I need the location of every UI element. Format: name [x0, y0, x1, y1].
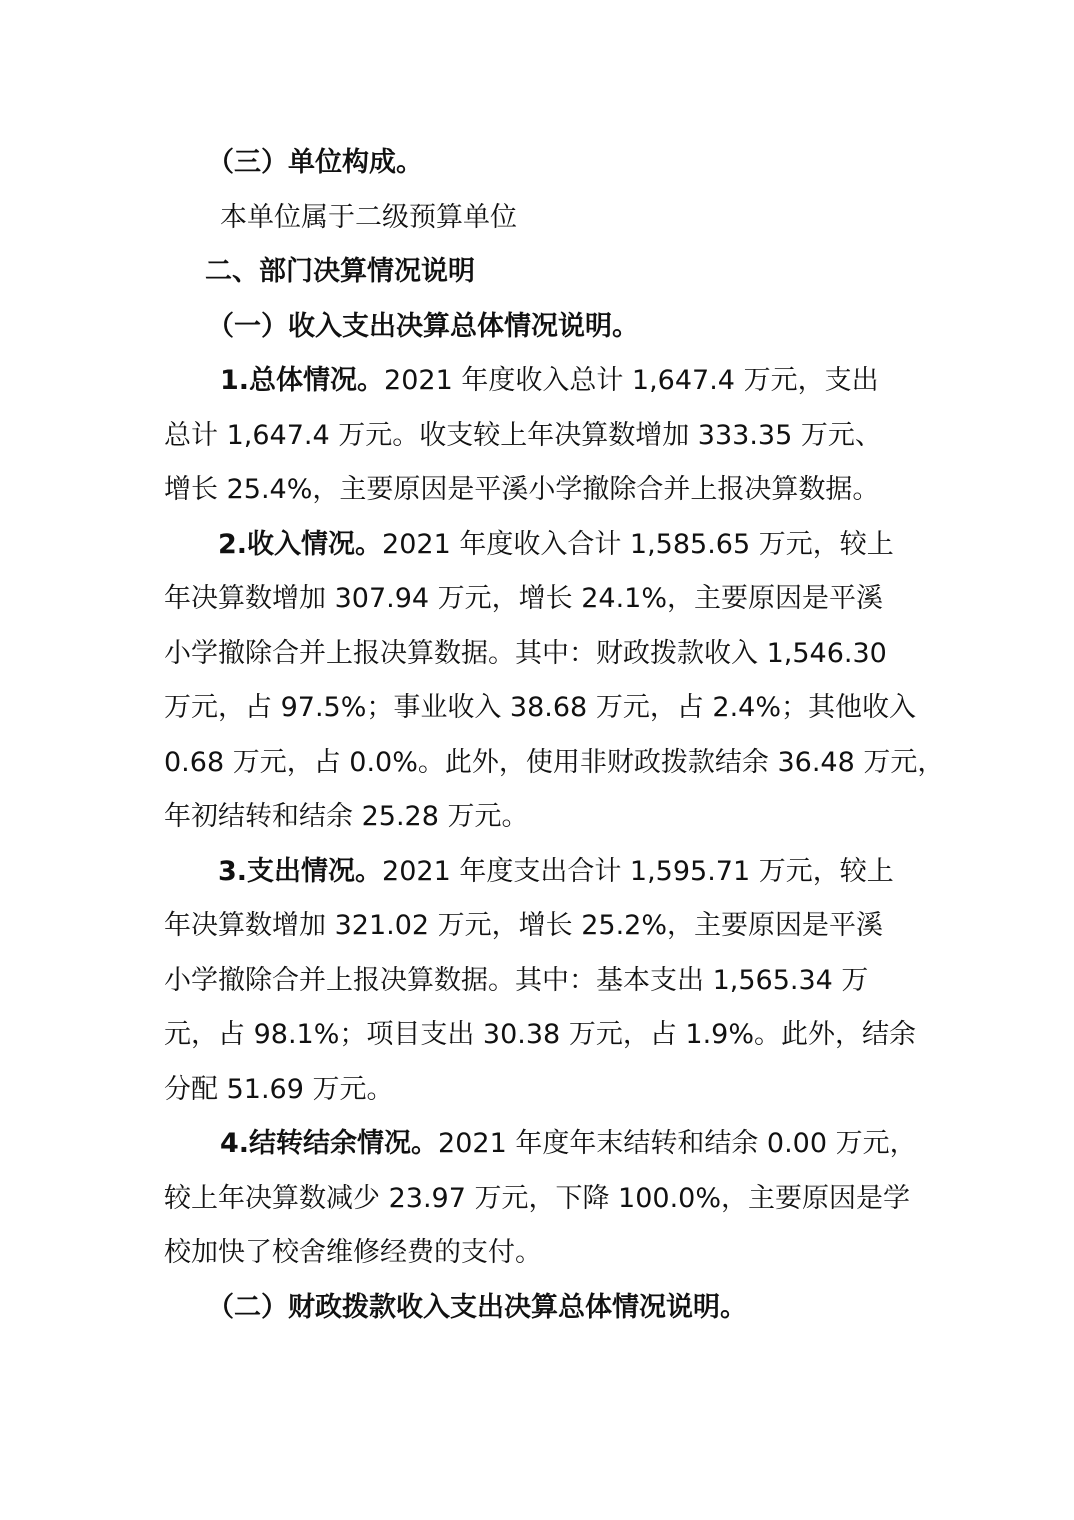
p2-line6: 年初结转和结余 25.28 万元。: [164, 801, 529, 832]
p3-line2: 年决算数增加 321.02 万元，增长 25.2%，主要原因是平溪: [164, 910, 883, 941]
section-3-body: 本单位属于二级预算单位: [220, 202, 517, 233]
p2-line4: 万元，占 97.5%；事业收入 38.68 万元，占 2.4%；其他收入: [164, 692, 916, 723]
p3-line4: 元，占 98.1%；项目支出 30.38 万元，占 1.9%。此外，结余: [164, 1019, 916, 1050]
p2-line1-text: 2021 年度收入合计 1,585.65 万元，较上: [382, 529, 894, 560]
p2-line3: 小学撤除合并上报决算数据。其中：财政拨款收入 1,546.30: [164, 638, 887, 669]
p4-lead: 4.结转结余情况。: [220, 1128, 439, 1159]
p1-line3: 增长 25.4%，主要原因是平溪小学撤除合并上报决算数据。: [164, 474, 880, 505]
p3-line5: 分配 51.69 万元。: [164, 1074, 394, 1105]
p4-line1: [220, 1124, 917, 1164]
p3-line1-text: 2021 年度支出合计 1,595.71 万元，较上: [382, 856, 894, 887]
p2-line2: 年决算数增加 307.94 万元，增长 24.1%，主要原因是平溪: [164, 583, 883, 614]
p3-line1: [218, 852, 894, 892]
p2-lead: 2.收入情况。: [218, 529, 383, 560]
section-3-heading: （三）单位构成。: [207, 147, 423, 178]
section-two-heading: 二、部门决算情况说明: [205, 256, 475, 287]
p1-line1-text: 2021 年度收入总计 1,647.4 万元，支出: [384, 365, 879, 396]
sub-one-heading: （一）收入支出决算总体情况说明。: [207, 311, 639, 342]
p1-lead: 1.总体情况。: [220, 365, 385, 396]
p4-line3: 校加快了校舍维修经费的支付。: [164, 1237, 542, 1268]
p2-line5: 0.68 万元，占 0.0%。此外，使用非财政拨款结余 36.48 万元，: [164, 747, 945, 778]
p3-line3: 小学撤除合并上报决算数据。其中：基本支出 1,565.34 万: [164, 965, 869, 996]
sub-two-heading: （二）财政拨款收入支出决算总体情况说明。: [207, 1292, 747, 1323]
p4-line1-text: 2021 年度年末结转和结余 0.00 万元，: [438, 1128, 917, 1159]
p1-line1: [220, 361, 879, 401]
p2-line1: [218, 525, 894, 565]
p4-line2: 较上年决算数减少 23.97 万元，下降 100.0%，主要原因是学: [164, 1183, 910, 1214]
p1-line2: 总计 1,647.4 万元。收支较上年决算数增加 333.35 万元、: [164, 420, 882, 451]
p3-lead: 3.支出情况。: [218, 856, 383, 887]
